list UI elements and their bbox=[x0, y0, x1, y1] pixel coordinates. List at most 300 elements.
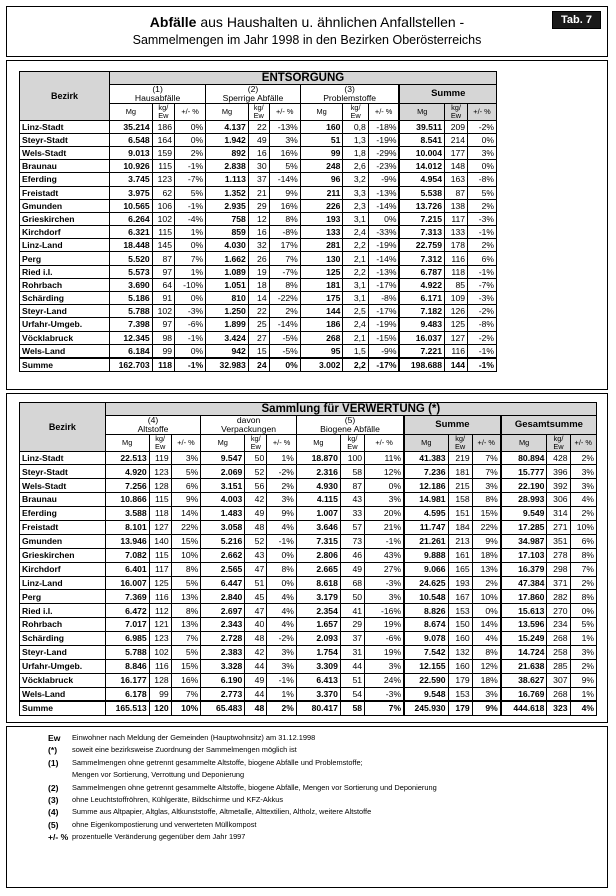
cell-mg: 17.285 bbox=[501, 521, 547, 535]
cell-kg-per-ew: 112 bbox=[149, 604, 171, 618]
cell-mg: 162.703 bbox=[110, 358, 153, 372]
cell-change-pct: -1% bbox=[267, 673, 297, 687]
cell-change-pct: 0% bbox=[267, 548, 297, 562]
cell-mg: 15.613 bbox=[501, 604, 547, 618]
cell-kg-per-ew: 123 bbox=[149, 632, 171, 646]
cell-kg-per-ew: 54 bbox=[340, 687, 364, 701]
cell-change-pct: -1% bbox=[468, 226, 497, 239]
cell-kg-per-ew: 49 bbox=[248, 133, 269, 146]
cell-kg-per-ew: 47 bbox=[245, 604, 267, 618]
cell-kg-per-ew: 371 bbox=[547, 576, 570, 590]
cell-change-pct: -8% bbox=[368, 292, 399, 305]
cell-kg-per-ew: 99 bbox=[149, 687, 171, 701]
cell-kg-per-ew: 102 bbox=[149, 646, 171, 660]
bezirk-name: Linz-Stadt bbox=[20, 120, 110, 133]
cell-change-pct: -2% bbox=[468, 331, 497, 344]
cell-kg-per-ew: 97 bbox=[152, 265, 174, 278]
unit-kg: kg/ bbox=[455, 434, 466, 444]
cell-mg: 6.985 bbox=[105, 632, 149, 646]
cell-mg: 3.745 bbox=[110, 173, 153, 186]
table-row bbox=[20, 292, 497, 305]
cell-mg: 2.343 bbox=[201, 618, 245, 632]
unit-ew: Ew bbox=[450, 110, 462, 120]
cell-change-pct: -3% bbox=[175, 305, 206, 318]
cell-kg-per-ew: 119 bbox=[149, 451, 171, 465]
cell-mg: 34.987 bbox=[501, 534, 547, 548]
group-header-sperrige bbox=[206, 85, 301, 104]
cell-change-pct: 16% bbox=[269, 199, 300, 212]
bezirk-name: Eferding bbox=[20, 507, 106, 521]
table-row bbox=[20, 465, 597, 479]
cell-kg-per-ew: 307 bbox=[547, 673, 570, 687]
cell-change-pct: -18% bbox=[368, 120, 399, 133]
cell-kg-per-ew: 52 bbox=[245, 465, 267, 479]
bezirk-name: Grieskirchen bbox=[20, 548, 106, 562]
cell-change-pct: 19% bbox=[365, 646, 405, 660]
cell-kg-per-ew: 106 bbox=[152, 199, 174, 212]
cell-kg-per-ew: 29 bbox=[248, 199, 269, 212]
cell-kg-per-ew: 24 bbox=[248, 358, 269, 372]
cell-mg: 7.313 bbox=[399, 226, 444, 239]
cell-kg-per-ew: 64 bbox=[152, 278, 174, 291]
cell-kg-per-ew: 100 bbox=[340, 451, 364, 465]
col-header-mg: Mg bbox=[404, 435, 448, 452]
cell-mg: 6.178 bbox=[105, 687, 149, 701]
cell-mg: 9.483 bbox=[399, 318, 444, 331]
cell-kg-per-ew: 42 bbox=[245, 493, 267, 507]
cell-kg-per-ew: 45 bbox=[245, 590, 267, 604]
cell-change-pct: 19% bbox=[365, 618, 405, 632]
page-subtitle: Sammelmengen im Jahr 1998 in den Bezirken Oberösterreichs bbox=[132, 33, 482, 47]
footnote-text: Einwohner nach Meldung der Gemeinden (Hauptwohnsitz) am 31.12.1998 bbox=[72, 733, 316, 742]
col-header-kg-ew bbox=[245, 435, 267, 452]
cell-kg-per-ew: 44 bbox=[245, 659, 267, 673]
group-label: Biogene Abfälle bbox=[320, 424, 380, 435]
cell-kg-per-ew: 48 bbox=[245, 521, 267, 535]
cell-change-pct: 0% bbox=[472, 604, 501, 618]
cell-mg: 1.942 bbox=[206, 133, 249, 146]
section-title-entsorgung: ENTSORGUNG bbox=[110, 72, 497, 85]
cell-kg-per-ew: 2,3 bbox=[343, 199, 368, 212]
cell-mg: 18.448 bbox=[110, 239, 153, 252]
cell-mg: 47.384 bbox=[501, 576, 547, 590]
cell-mg: 12.345 bbox=[110, 331, 153, 344]
cell-mg: 942 bbox=[206, 344, 249, 358]
cell-change-pct: -2% bbox=[468, 305, 497, 318]
cell-change-pct: -8% bbox=[269, 226, 300, 239]
cell-mg: 245.930 bbox=[404, 701, 448, 715]
cell-kg-per-ew: 2,2 bbox=[343, 239, 368, 252]
cell-change-pct: 5% bbox=[269, 160, 300, 173]
col-header-change-pct: +/- % bbox=[175, 104, 206, 121]
footnote-text: Summe aus Altpapier, Altglas, Altkunststoffe, Altmetalle, Alttextilien, Altholz, weitere Altstoffe bbox=[72, 807, 372, 817]
bezirk-name: Steyr-Land bbox=[20, 646, 106, 660]
cell-kg-per-ew: 58 bbox=[340, 465, 364, 479]
footnote-text: prozentuelle Veränderung gegenüber dem Jahr 1997 bbox=[72, 832, 246, 842]
cell-kg-per-ew: 178 bbox=[444, 239, 467, 252]
cell-kg-per-ew: 16 bbox=[248, 146, 269, 159]
cell-change-pct: 43% bbox=[365, 548, 405, 562]
cell-change-pct: 1% bbox=[570, 632, 596, 646]
cell-kg-per-ew: 68 bbox=[340, 576, 364, 590]
cell-mg: 12.155 bbox=[404, 659, 448, 673]
cell-change-pct: -13% bbox=[368, 186, 399, 199]
cell-kg-per-ew: 87 bbox=[152, 252, 174, 265]
cell-mg: 3.588 bbox=[105, 507, 149, 521]
cell-kg-per-ew: 48 bbox=[245, 701, 267, 715]
sum-label: Summe bbox=[20, 701, 106, 715]
cell-kg-per-ew: 323 bbox=[547, 701, 570, 715]
cell-kg-per-ew: 44 bbox=[340, 659, 364, 673]
cell-kg-per-ew: 56 bbox=[245, 479, 267, 493]
cell-kg-per-ew: 85 bbox=[444, 278, 467, 291]
cell-change-pct: 10% bbox=[570, 521, 596, 535]
cell-kg-per-ew: 193 bbox=[448, 576, 472, 590]
cell-kg-per-ew: 3,1 bbox=[343, 278, 368, 291]
footnote-key: (4) bbox=[48, 807, 59, 818]
cell-change-pct: 5% bbox=[570, 618, 596, 632]
unit-kg: kg/ bbox=[250, 434, 261, 444]
table-row bbox=[20, 590, 597, 604]
group-label: Altstoffe bbox=[137, 424, 169, 435]
bezirk-name: Urfahr-Umgeb. bbox=[20, 659, 106, 673]
group-header-problemstoffe bbox=[300, 85, 399, 104]
cell-mg: 9.066 bbox=[404, 562, 448, 576]
cell-mg: 4.920 bbox=[105, 465, 149, 479]
cell-change-pct: 7% bbox=[472, 451, 501, 465]
unit-kg: kg/ bbox=[350, 103, 361, 113]
cell-kg-per-ew: 165 bbox=[448, 562, 472, 576]
cell-kg-per-ew: 25 bbox=[248, 318, 269, 331]
cell-mg: 444.618 bbox=[501, 701, 547, 715]
cell-mg: 4.003 bbox=[201, 493, 245, 507]
cell-change-pct: -15% bbox=[368, 331, 399, 344]
cell-kg-per-ew: 163 bbox=[444, 173, 467, 186]
bezirk-name: Braunau bbox=[20, 493, 106, 507]
bezirk-name: Rohrbach bbox=[20, 278, 110, 291]
cell-kg-per-ew: 2,1 bbox=[343, 252, 368, 265]
cell-mg: 6.171 bbox=[399, 292, 444, 305]
table-row bbox=[20, 305, 497, 318]
cell-mg: 3.690 bbox=[110, 278, 153, 291]
cell-kg-per-ew: 43 bbox=[340, 493, 364, 507]
table-row bbox=[20, 521, 597, 535]
cell-mg: 51 bbox=[300, 133, 343, 146]
cell-change-pct: -7% bbox=[269, 265, 300, 278]
cell-mg: 4.954 bbox=[399, 173, 444, 186]
title-box bbox=[6, 6, 608, 57]
table-row bbox=[20, 146, 497, 159]
cell-mg: 16.007 bbox=[105, 576, 149, 590]
cell-mg: 3.002 bbox=[300, 358, 343, 372]
cell-kg-per-ew: 37 bbox=[340, 632, 364, 646]
cell-mg: 22.759 bbox=[399, 239, 444, 252]
cell-change-pct: -9% bbox=[368, 173, 399, 186]
col-header-mg: Mg bbox=[300, 104, 343, 121]
cell-mg: 80.417 bbox=[296, 701, 340, 715]
cell-mg: 10.926 bbox=[110, 160, 153, 173]
cell-mg: 9.548 bbox=[404, 687, 448, 701]
cell-change-pct: -14% bbox=[269, 173, 300, 186]
cell-change-pct: 3% bbox=[472, 479, 501, 493]
unit-ew: Ew bbox=[350, 110, 361, 120]
cell-change-pct: -7% bbox=[175, 173, 206, 186]
cell-change-pct: -1% bbox=[175, 160, 206, 173]
cell-change-pct: 9% bbox=[269, 186, 300, 199]
cell-change-pct: 0% bbox=[368, 212, 399, 225]
section-title-verwertung: Sammlung für VERWERTUNG (*) bbox=[105, 403, 596, 416]
cell-kg-per-ew: 91 bbox=[152, 292, 174, 305]
cell-kg-per-ew: 234 bbox=[547, 618, 570, 632]
cell-mg: 95 bbox=[300, 344, 343, 358]
cell-mg: 3.646 bbox=[296, 521, 340, 535]
entsorgung-table bbox=[19, 71, 497, 372]
table-row bbox=[20, 160, 497, 173]
cell-change-pct: -19% bbox=[368, 318, 399, 331]
col-header-kg-ew bbox=[248, 104, 269, 121]
cell-mg: 2.773 bbox=[201, 687, 245, 701]
col-header-change-pct: +/- % bbox=[269, 104, 300, 121]
cell-kg-per-ew: 18 bbox=[248, 278, 269, 291]
cell-mg: 16.037 bbox=[399, 331, 444, 344]
group-header-gesamtsumme: Gesamtsumme bbox=[501, 416, 597, 435]
cell-mg: 859 bbox=[206, 226, 249, 239]
cell-mg: 16.177 bbox=[105, 673, 149, 687]
cell-change-pct: 13% bbox=[171, 618, 201, 632]
footnote-key: +/- % bbox=[48, 832, 69, 843]
cell-kg-per-ew: 115 bbox=[152, 226, 174, 239]
cell-kg-per-ew: 145 bbox=[152, 239, 174, 252]
cell-mg: 165.513 bbox=[105, 701, 149, 715]
group-num: (2) bbox=[247, 84, 259, 94]
cell-mg: 7.312 bbox=[399, 252, 444, 265]
cell-change-pct: 7% bbox=[175, 252, 206, 265]
cell-mg: 65.483 bbox=[201, 701, 245, 715]
table-row bbox=[20, 632, 597, 646]
cell-mg: 10.565 bbox=[110, 199, 153, 212]
cell-change-pct: 11% bbox=[365, 451, 405, 465]
cell-change-pct: -1% bbox=[468, 265, 497, 278]
cell-mg: 14.981 bbox=[404, 493, 448, 507]
unit-ew: Ew bbox=[347, 441, 358, 451]
cell-kg-per-ew: 213 bbox=[448, 534, 472, 548]
bezirk-name: Freistadt bbox=[20, 521, 106, 535]
cell-change-pct: 4% bbox=[267, 604, 297, 618]
cell-change-pct: 12% bbox=[365, 465, 405, 479]
cell-mg: 7.315 bbox=[296, 534, 340, 548]
col-header-kg-ew bbox=[547, 435, 570, 452]
cell-mg: 24.625 bbox=[404, 576, 448, 590]
cell-kg-per-ew: 153 bbox=[448, 604, 472, 618]
cell-mg: 1.657 bbox=[296, 618, 340, 632]
footnote bbox=[48, 782, 600, 794]
cell-mg: 6.472 bbox=[105, 604, 149, 618]
col-header-change-pct: +/- % bbox=[570, 435, 596, 452]
cell-mg: 5.573 bbox=[110, 265, 153, 278]
cell-kg-per-ew: 1,8 bbox=[343, 146, 368, 159]
footnote-text: ohne Eigenkompostierung und verwerteten Müllkompost bbox=[72, 819, 257, 829]
cell-kg-per-ew: 87 bbox=[340, 479, 364, 493]
footnote-text: Sammelmengen ohne getrennt gesammelte Altstoffe, biogene Abfälle, Mengen vor Sortierung und Deponierung bbox=[72, 782, 437, 792]
cell-change-pct: 2% bbox=[570, 451, 596, 465]
cell-mg: 13.726 bbox=[399, 199, 444, 212]
cell-change-pct: -2% bbox=[267, 465, 297, 479]
cell-change-pct: 7% bbox=[269, 252, 300, 265]
cell-change-pct: 13% bbox=[171, 590, 201, 604]
cell-change-pct: 2% bbox=[269, 305, 300, 318]
cell-kg-per-ew: 314 bbox=[547, 507, 570, 521]
cell-change-pct: -10% bbox=[175, 278, 206, 291]
cell-kg-per-ew: 138 bbox=[444, 199, 467, 212]
cell-mg: 3.370 bbox=[296, 687, 340, 701]
cell-change-pct: 15% bbox=[472, 507, 501, 521]
cell-mg: 892 bbox=[206, 146, 249, 159]
cell-mg: 1.250 bbox=[206, 305, 249, 318]
cell-change-pct: -1% bbox=[468, 344, 497, 358]
cell-change-pct: 3% bbox=[472, 687, 501, 701]
cell-change-pct: 7% bbox=[365, 701, 405, 715]
cell-change-pct: 9% bbox=[267, 507, 297, 521]
cell-change-pct: 0% bbox=[175, 344, 206, 358]
cell-kg-per-ew: 271 bbox=[547, 521, 570, 535]
cell-mg: 4.922 bbox=[399, 278, 444, 291]
cell-mg: 7.017 bbox=[105, 618, 149, 632]
footnote-text: soweit eine bezirksweise Zuordnung der Sammelmengen möglich ist bbox=[72, 745, 297, 755]
cell-change-pct: -5% bbox=[269, 344, 300, 358]
group-header-summe: Summe bbox=[399, 85, 496, 104]
cell-change-pct: 7% bbox=[171, 687, 201, 701]
cell-mg: 181 bbox=[300, 278, 343, 291]
cell-change-pct: 4% bbox=[570, 701, 596, 715]
cell-kg-per-ew: 52 bbox=[245, 534, 267, 548]
cell-change-pct: 5% bbox=[171, 576, 201, 590]
cell-mg: 1.113 bbox=[206, 173, 249, 186]
cell-kg-per-ew: 30 bbox=[248, 160, 269, 173]
group-label: Hausabfälle bbox=[134, 93, 181, 104]
cell-kg-per-ew: 117 bbox=[149, 562, 171, 576]
cell-mg: 14.012 bbox=[399, 160, 444, 173]
cell-kg-per-ew: 270 bbox=[547, 604, 570, 618]
cell-change-pct: -6% bbox=[175, 318, 206, 331]
cell-mg: 14.724 bbox=[501, 646, 547, 660]
unit-ew: Ew bbox=[454, 441, 466, 451]
cell-kg-per-ew: 150 bbox=[448, 618, 472, 632]
cell-change-pct: 0% bbox=[175, 239, 206, 252]
cell-kg-per-ew: 123 bbox=[149, 465, 171, 479]
cell-kg-per-ew: 57 bbox=[340, 521, 364, 535]
cell-mg: 2.316 bbox=[296, 465, 340, 479]
cell-change-pct: 18% bbox=[472, 673, 501, 687]
cell-kg-per-ew: 2,2 bbox=[343, 358, 368, 372]
cell-mg: 5.520 bbox=[110, 252, 153, 265]
cell-change-pct: 17% bbox=[269, 239, 300, 252]
cell-kg-per-ew: 164 bbox=[152, 133, 174, 146]
cell-kg-per-ew: 41 bbox=[340, 604, 364, 618]
cell-kg-per-ew: 127 bbox=[444, 331, 467, 344]
col-header-change-pct: +/- % bbox=[267, 435, 297, 452]
group-header-biogene bbox=[296, 416, 404, 435]
cell-kg-per-ew: 46 bbox=[340, 548, 364, 562]
cell-kg-per-ew: 50 bbox=[245, 451, 267, 465]
cell-mg: 13.946 bbox=[105, 534, 149, 548]
cell-mg: 133 bbox=[300, 226, 343, 239]
cell-mg: 1.007 bbox=[296, 507, 340, 521]
cell-kg-per-ew: 32 bbox=[248, 239, 269, 252]
cell-mg: 1.352 bbox=[206, 186, 249, 199]
cell-mg: 38.627 bbox=[501, 673, 547, 687]
footnote-key: (2) bbox=[48, 782, 59, 793]
cell-kg-per-ew: 115 bbox=[149, 548, 171, 562]
cell-mg: 6.447 bbox=[201, 576, 245, 590]
cell-kg-per-ew: 126 bbox=[444, 305, 467, 318]
cell-kg-per-ew: 62 bbox=[152, 186, 174, 199]
cell-mg: 21.638 bbox=[501, 659, 547, 673]
cell-change-pct: 1% bbox=[175, 226, 206, 239]
sum-row bbox=[20, 701, 597, 715]
cell-kg-per-ew: 179 bbox=[448, 701, 472, 715]
cell-kg-per-ew: 50 bbox=[340, 590, 364, 604]
cell-change-pct: 0% bbox=[365, 479, 405, 493]
cell-mg: 7.398 bbox=[110, 318, 153, 331]
cell-change-pct: 10% bbox=[171, 701, 201, 715]
cell-kg-per-ew: 1,5 bbox=[343, 344, 368, 358]
bezirk-name: Kirchdorf bbox=[20, 562, 106, 576]
cell-mg: 7.236 bbox=[404, 465, 448, 479]
cell-kg-per-ew: 14 bbox=[248, 292, 269, 305]
col-header-change-pct: +/- % bbox=[472, 435, 501, 452]
cell-kg-per-ew: 153 bbox=[448, 687, 472, 701]
cell-mg: 2.662 bbox=[201, 548, 245, 562]
cell-mg: 15.777 bbox=[501, 465, 547, 479]
bezirk-name: Gmunden bbox=[20, 534, 106, 548]
cell-mg: 1.662 bbox=[206, 252, 249, 265]
cell-kg-per-ew: 42 bbox=[245, 646, 267, 660]
cell-kg-per-ew: 151 bbox=[448, 507, 472, 521]
unit-ew: Ew bbox=[250, 441, 261, 451]
cell-mg: 17.860 bbox=[501, 590, 547, 604]
cell-mg: 3.309 bbox=[296, 659, 340, 673]
bezirk-name: Steyr-Stadt bbox=[20, 465, 106, 479]
footnote bbox=[48, 831, 600, 843]
table-row bbox=[20, 278, 497, 291]
cell-change-pct: -29% bbox=[368, 146, 399, 159]
group-num: (5) bbox=[344, 415, 356, 425]
cell-kg-per-ew: 49 bbox=[245, 673, 267, 687]
table-row bbox=[20, 507, 597, 521]
bezirk-header: Bezirk bbox=[20, 403, 106, 452]
group-num: davon bbox=[236, 415, 261, 425]
cell-change-pct: 0% bbox=[570, 604, 596, 618]
col-header-mg: Mg bbox=[105, 435, 149, 452]
table-row bbox=[20, 199, 497, 212]
cell-kg-per-ew: 298 bbox=[547, 562, 570, 576]
cell-mg: 226 bbox=[300, 199, 343, 212]
cell-mg: 6.321 bbox=[110, 226, 153, 239]
cell-mg: 4.030 bbox=[206, 239, 249, 252]
cell-kg-per-ew: 73 bbox=[340, 534, 364, 548]
cell-kg-per-ew: 51 bbox=[340, 673, 364, 687]
cell-change-pct: 22% bbox=[472, 521, 501, 535]
cell-kg-per-ew: 51 bbox=[245, 576, 267, 590]
bezirk-name: Freistadt bbox=[20, 186, 110, 199]
cell-change-pct: 3% bbox=[468, 146, 497, 159]
bezirk-name: Perg bbox=[20, 590, 106, 604]
cell-change-pct: 3% bbox=[570, 465, 596, 479]
cell-mg: 10.866 bbox=[105, 493, 149, 507]
cell-kg-per-ew: 282 bbox=[547, 590, 570, 604]
col-header-kg-ew bbox=[149, 435, 171, 452]
cell-mg: 8.674 bbox=[404, 618, 448, 632]
